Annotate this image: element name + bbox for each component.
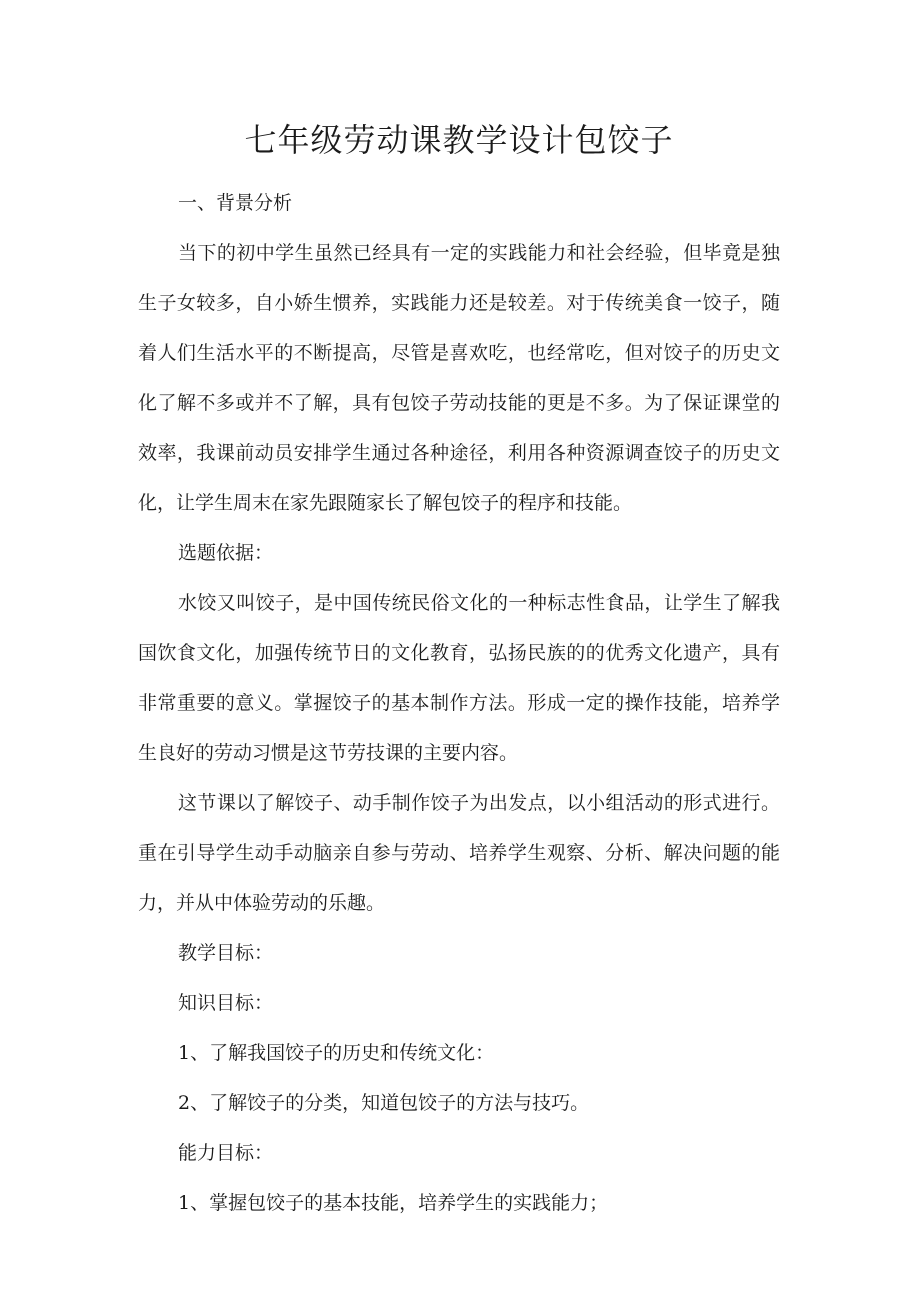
list-item-knowledge-1: 1、了解我国饺子的历史和传统文化： bbox=[178, 1042, 495, 1064]
section-heading-knowledge-goals: 知识目标： bbox=[178, 992, 274, 1014]
list-item-knowledge-2: 2、了解饺子的分类，知道包饺子的方法与技巧。 bbox=[178, 1092, 590, 1114]
paragraph-lesson-approach: 这节课以了解饺子、动手制作饺子为出发点，以小组活动的形式进行。重在引导学生动手动脑亲自参与劳动、培养学生观察、分析、解决问题的能力，并从中体验劳动的乐趣。 bbox=[138, 792, 780, 914]
section-heading-topic-basis: 选题依据： bbox=[178, 542, 274, 564]
paragraph-background-analysis: 当下的初中学生虽然已经具有一定的实践能力和社会经验，但毕竟是独生子女较多，自小娇生惯养，实践能力还是较差。对于传统美食一饺子，随着人们生活水平的不断提高，尽管是喜欢吃，也经常吃，但对饺子的历史文化了解不多或并不了解，具有包饺子劳动技能的更是不多。为了保证课堂的效率，我课前动员安排学生通过各种途径，利用各种资源调查饺子的历史文化，让学生周末在家先跟随家长了解包饺子的程序和技能。 bbox=[138, 242, 780, 514]
section-heading-background: 一、背景分析 bbox=[178, 192, 293, 214]
section-heading-teaching-goals: 教学目标： bbox=[178, 942, 274, 964]
document-title: 七年级劳动课教学设计包饺子 bbox=[244, 121, 674, 159]
section-heading-ability-goals: 能力目标： bbox=[178, 1142, 274, 1164]
list-item-ability-1: 1、掌握包饺子的基本技能，培养学生的实践能力； bbox=[178, 1192, 609, 1214]
paragraph-topic-basis: 水饺又叫饺子，是中国传统民俗文化的一种标志性食品，让学生了解我国饮食文化，加强传统节日的文化教育，弘扬民族的的优秀文化遗产，具有非常重要的意义。掌握饺子的基本制作方法。形成一定的操作技能，培养学生良好的劳动习惯是这节劳技课的主要内容。 bbox=[138, 592, 780, 764]
